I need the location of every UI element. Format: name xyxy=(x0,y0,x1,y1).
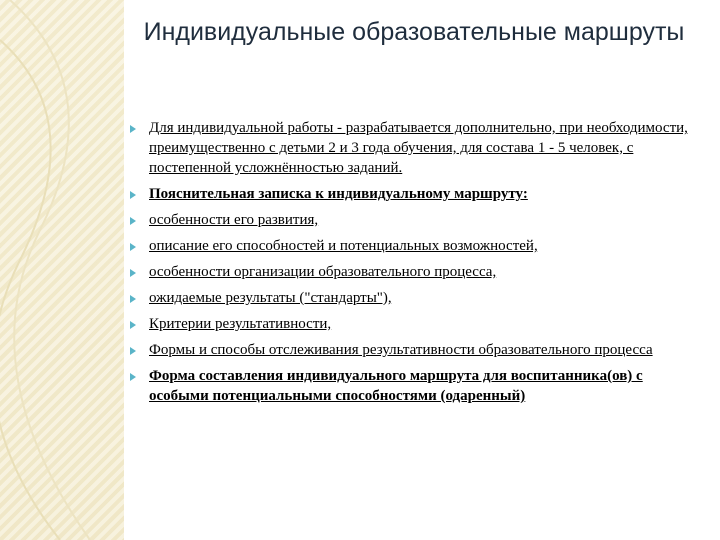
bullet-text: Для индивидуальной работы - разрабатывается дополнительно, при необходимости, преимущественно с детьми 2 и 3 года обучения, для состава 1 - 5 человек, с постепенной усложнённостью заданий. xyxy=(149,120,688,176)
bullet-arrow-icon xyxy=(130,373,136,381)
bullet-list xyxy=(128,118,688,412)
bullet-item xyxy=(128,210,688,230)
bullet-arrow-icon xyxy=(130,295,136,303)
bullet-item xyxy=(128,236,688,256)
decorative-side-panel xyxy=(0,0,124,540)
bullet-item xyxy=(128,288,688,308)
bullet-item xyxy=(128,314,688,334)
bullet-arrow-icon xyxy=(130,191,136,199)
bullet-arrow-icon xyxy=(130,347,136,355)
bullet-item xyxy=(128,118,688,178)
bullet-arrow-icon xyxy=(130,125,136,133)
bullet-arrow-icon xyxy=(130,321,136,329)
bullet-text: Пояснительная записка к индивидуальному маршруту: xyxy=(149,186,528,202)
bullet-item xyxy=(128,184,688,204)
bullet-arrow-icon xyxy=(130,243,136,251)
bullet-text: Форма составления индивидуального маршрута для воспитанника(ов) с особыми потенциальными способностями (одаренный) xyxy=(149,368,643,404)
bullet-text: особенности организации образовательного процесса, xyxy=(149,264,497,280)
bullet-item xyxy=(128,366,688,406)
side-panel-lines xyxy=(0,0,124,540)
bullet-item xyxy=(128,262,688,282)
slide-title: Индивидуальные образовательные маршруты xyxy=(143,18,685,46)
bullet-text: Критерии результативности, xyxy=(149,316,332,332)
bullet-text: описание его способностей и потенциальных возможностей, xyxy=(149,238,538,254)
bullet-arrow-icon xyxy=(130,217,136,225)
bullet-arrow-icon xyxy=(130,269,136,277)
bullet-text: ожидаемые результаты ("стандарты"), xyxy=(149,290,392,306)
bullet-item xyxy=(128,340,688,360)
bullet-text: Формы и способы отслеживания результативности образовательного процесса xyxy=(149,342,653,358)
bullet-text: особенности его развития, xyxy=(149,212,319,228)
